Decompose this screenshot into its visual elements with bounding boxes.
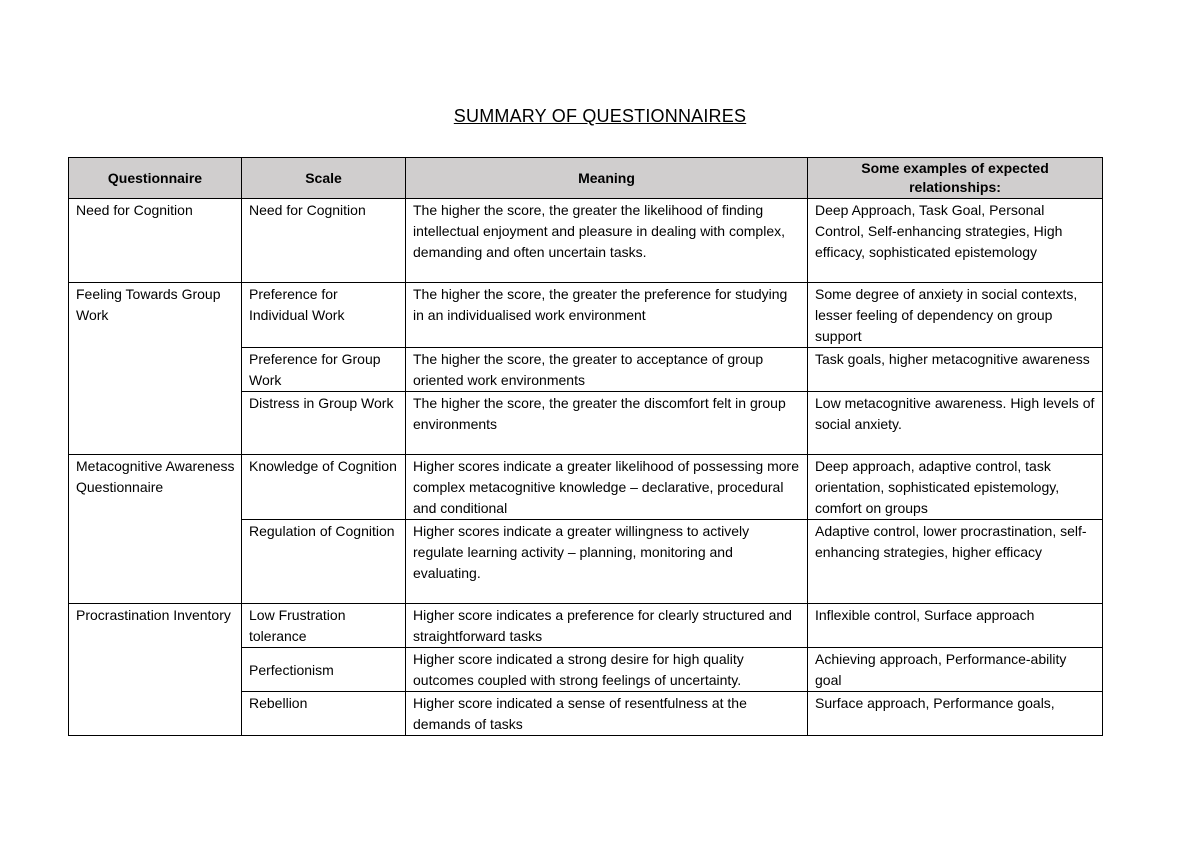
scale-cell: Distress in Group Work xyxy=(242,392,406,455)
examples-cell: Deep Approach, Task Goal, Personal Control, Self-enhancing strategies, High efficacy, sophisticated epistemology xyxy=(808,199,1103,283)
meaning-cell: The higher the score, the greater the preference for studying in an individualised work environment xyxy=(406,283,808,348)
meaning-cell: The higher the score, the greater the likelihood of finding intellectual enjoyment and pleasure in dealing with complex, demanding and often uncertain tasks. xyxy=(406,199,808,283)
table-row xyxy=(69,283,1103,348)
meaning-cell: The higher the score, the greater the discomfort felt in group environments xyxy=(406,392,808,455)
scale-cell: Perfectionism xyxy=(242,648,406,692)
questionnaire-cell: Need for Cognition xyxy=(69,199,242,283)
scale-cell: Preference for Individual Work xyxy=(242,283,406,348)
meaning-cell: Higher score indicated a sense of resentfulness at the demands of tasks xyxy=(406,692,808,736)
examples-cell: Deep approach, adaptive control, task orientation, sophisticated epistemology, comfort on groups xyxy=(808,455,1103,520)
examples-cell: Achieving approach, Performance-ability goal xyxy=(808,648,1103,692)
scale-cell: Need for Cognition xyxy=(242,199,406,283)
examples-cell: Task goals, higher metacognitive awareness xyxy=(808,348,1103,392)
table-row xyxy=(69,604,1103,648)
header-scale: Scale xyxy=(242,158,406,199)
examples-cell: Some degree of anxiety in social contexts, lesser feeling of dependency on group support xyxy=(808,283,1103,348)
header-meaning: Meaning xyxy=(406,158,808,199)
meaning-cell: Higher score indicated a strong desire for high quality outcomes coupled with strong feelings of uncertainty. xyxy=(406,648,808,692)
meaning-cell: The higher the score, the greater to acceptance of group oriented work environments xyxy=(406,348,808,392)
questionnaire-cell: Metacognitive Awareness Questionnaire xyxy=(69,455,242,604)
examples-cell: Inflexible control, Surface approach xyxy=(808,604,1103,648)
examples-cell: Adaptive control, lower procrastination, self-enhancing strategies, higher efficacy xyxy=(808,520,1103,604)
meaning-cell: Higher score indicates a preference for clearly structured and straightforward tasks xyxy=(406,604,808,648)
scale-cell: Regulation of Cognition xyxy=(242,520,406,604)
table-row xyxy=(69,199,1103,283)
header-examples: Some examples of expected relationships: xyxy=(808,158,1103,199)
table-row xyxy=(69,455,1103,520)
examples-cell: Low metacognitive awareness. High levels of social anxiety. xyxy=(808,392,1103,455)
header-questionnaire: Questionnaire xyxy=(69,158,242,199)
questionnaire-cell: Feeling Towards Group Work xyxy=(69,283,242,455)
questionnaire-cell: Procrastination Inventory xyxy=(69,604,242,736)
scale-cell: Low Frustration tolerance xyxy=(242,604,406,648)
summary-table xyxy=(68,157,1103,736)
meaning-cell: Higher scores indicate a greater likelihood of possessing more complex metacognitive knowledge – declarative, procedural and conditional xyxy=(406,455,808,520)
header-row xyxy=(69,158,1103,199)
scale-cell: Preference for Group Work xyxy=(242,348,406,392)
examples-cell: Surface approach, Performance goals, xyxy=(808,692,1103,736)
scale-cell: Knowledge of Cognition xyxy=(242,455,406,520)
meaning-cell: Higher scores indicate a greater willingness to actively regulate learning activity – planning, monitoring and evaluating. xyxy=(406,520,808,604)
scale-cell: Rebellion xyxy=(242,692,406,736)
page-title: SUMMARY OF QUESTIONNAIRES xyxy=(453,106,747,126)
